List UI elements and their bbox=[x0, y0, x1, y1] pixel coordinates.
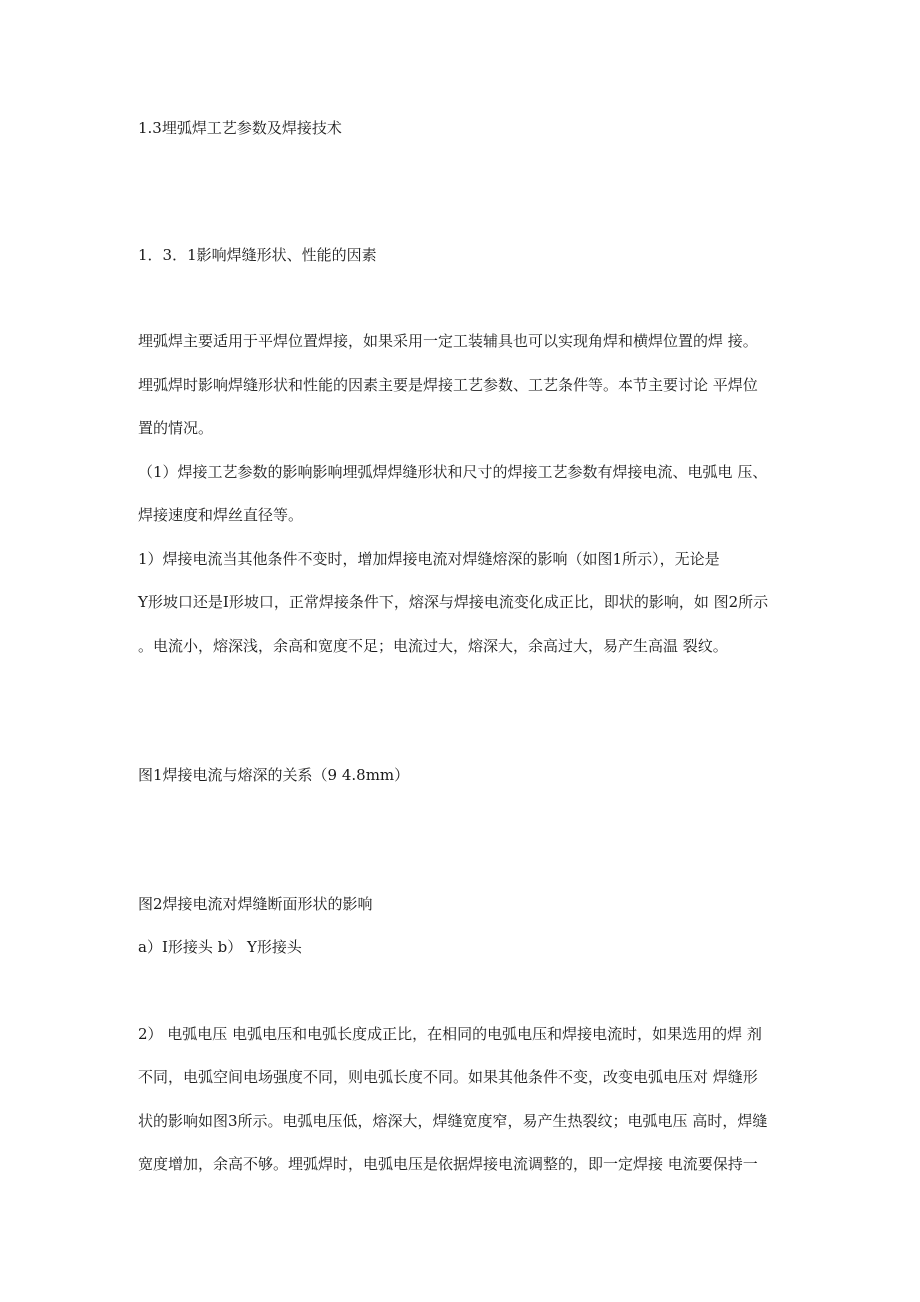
para2-line-1: 1）焊接电流当其他条件不变时，增加焊接电流对焊缝熔深的影响（如图1所示），无论是 bbox=[138, 550, 720, 568]
para2-line-3: 。电流小，熔深浅，余高和宽度不足；电流过大，熔深大，余高过大，易产生高温 裂纹。 bbox=[138, 637, 728, 655]
figure-2-caption: 图2焊接电流对焊缝断面形状的影响 bbox=[138, 895, 373, 913]
intro-line-2: 埋弧焊时影响焊缝形状和性能的因素主要是焊接工艺参数、工艺条件等。本节主要讨论 平焊位 bbox=[138, 376, 758, 394]
para1-line-2: 焊接速度和焊丝直径等。 bbox=[138, 506, 304, 524]
para1-line-1: （1）焊接工艺参数的影响影响埋弧焊焊缝形状和尺寸的焊接工艺参数有焊接电流、电弧电 压、 bbox=[138, 463, 768, 481]
para3-line-1: 2） 电弧电压 电弧电压和电弧长度成正比，在相同的电弧电压和焊接电流时，如果选用的焊 剂 bbox=[138, 1025, 762, 1043]
subsection-title: 1．3．1影响焊缝形状、性能的因素 bbox=[138, 246, 377, 264]
para2-line-2: Y形坡口还是I形坡口，正常焊接条件下，熔深与焊接电流变化成正比，即状的影响，如 图2所示 bbox=[138, 593, 769, 611]
figure-2-subcaption: a）I形接头 b） Y形接头 bbox=[138, 938, 302, 956]
para3-line-2: 不同，电弧空间电场强度不同，则电弧长度不同。如果其他条件不变，改变电弧电压对 焊缝形 bbox=[138, 1068, 758, 1086]
intro-line-1: 埋弧焊主要适用于平焊位置焊接，如果采用一定工装辅具也可以实现角焊和横焊位置的焊 接。 bbox=[138, 332, 758, 350]
intro-line-3: 置的情况。 bbox=[138, 419, 214, 437]
para3-line-4: 宽度增加，余高不够。埋弧焊时，电弧电压是依据焊接电流调整的，即一定焊接 电流要保持一 bbox=[138, 1155, 758, 1173]
para3-line-3: 状的影响如图3所示。电弧电压低，熔深大，焊缝宽度窄，易产生热裂纹；电弧电压 高时，焊缝 bbox=[138, 1112, 768, 1130]
section-title: 1.3埋弧焊工艺参数及焊接技术 bbox=[138, 119, 342, 137]
figure-1-caption: 图1焊接电流与熔深的关系（9 4.8mm） bbox=[138, 766, 410, 784]
